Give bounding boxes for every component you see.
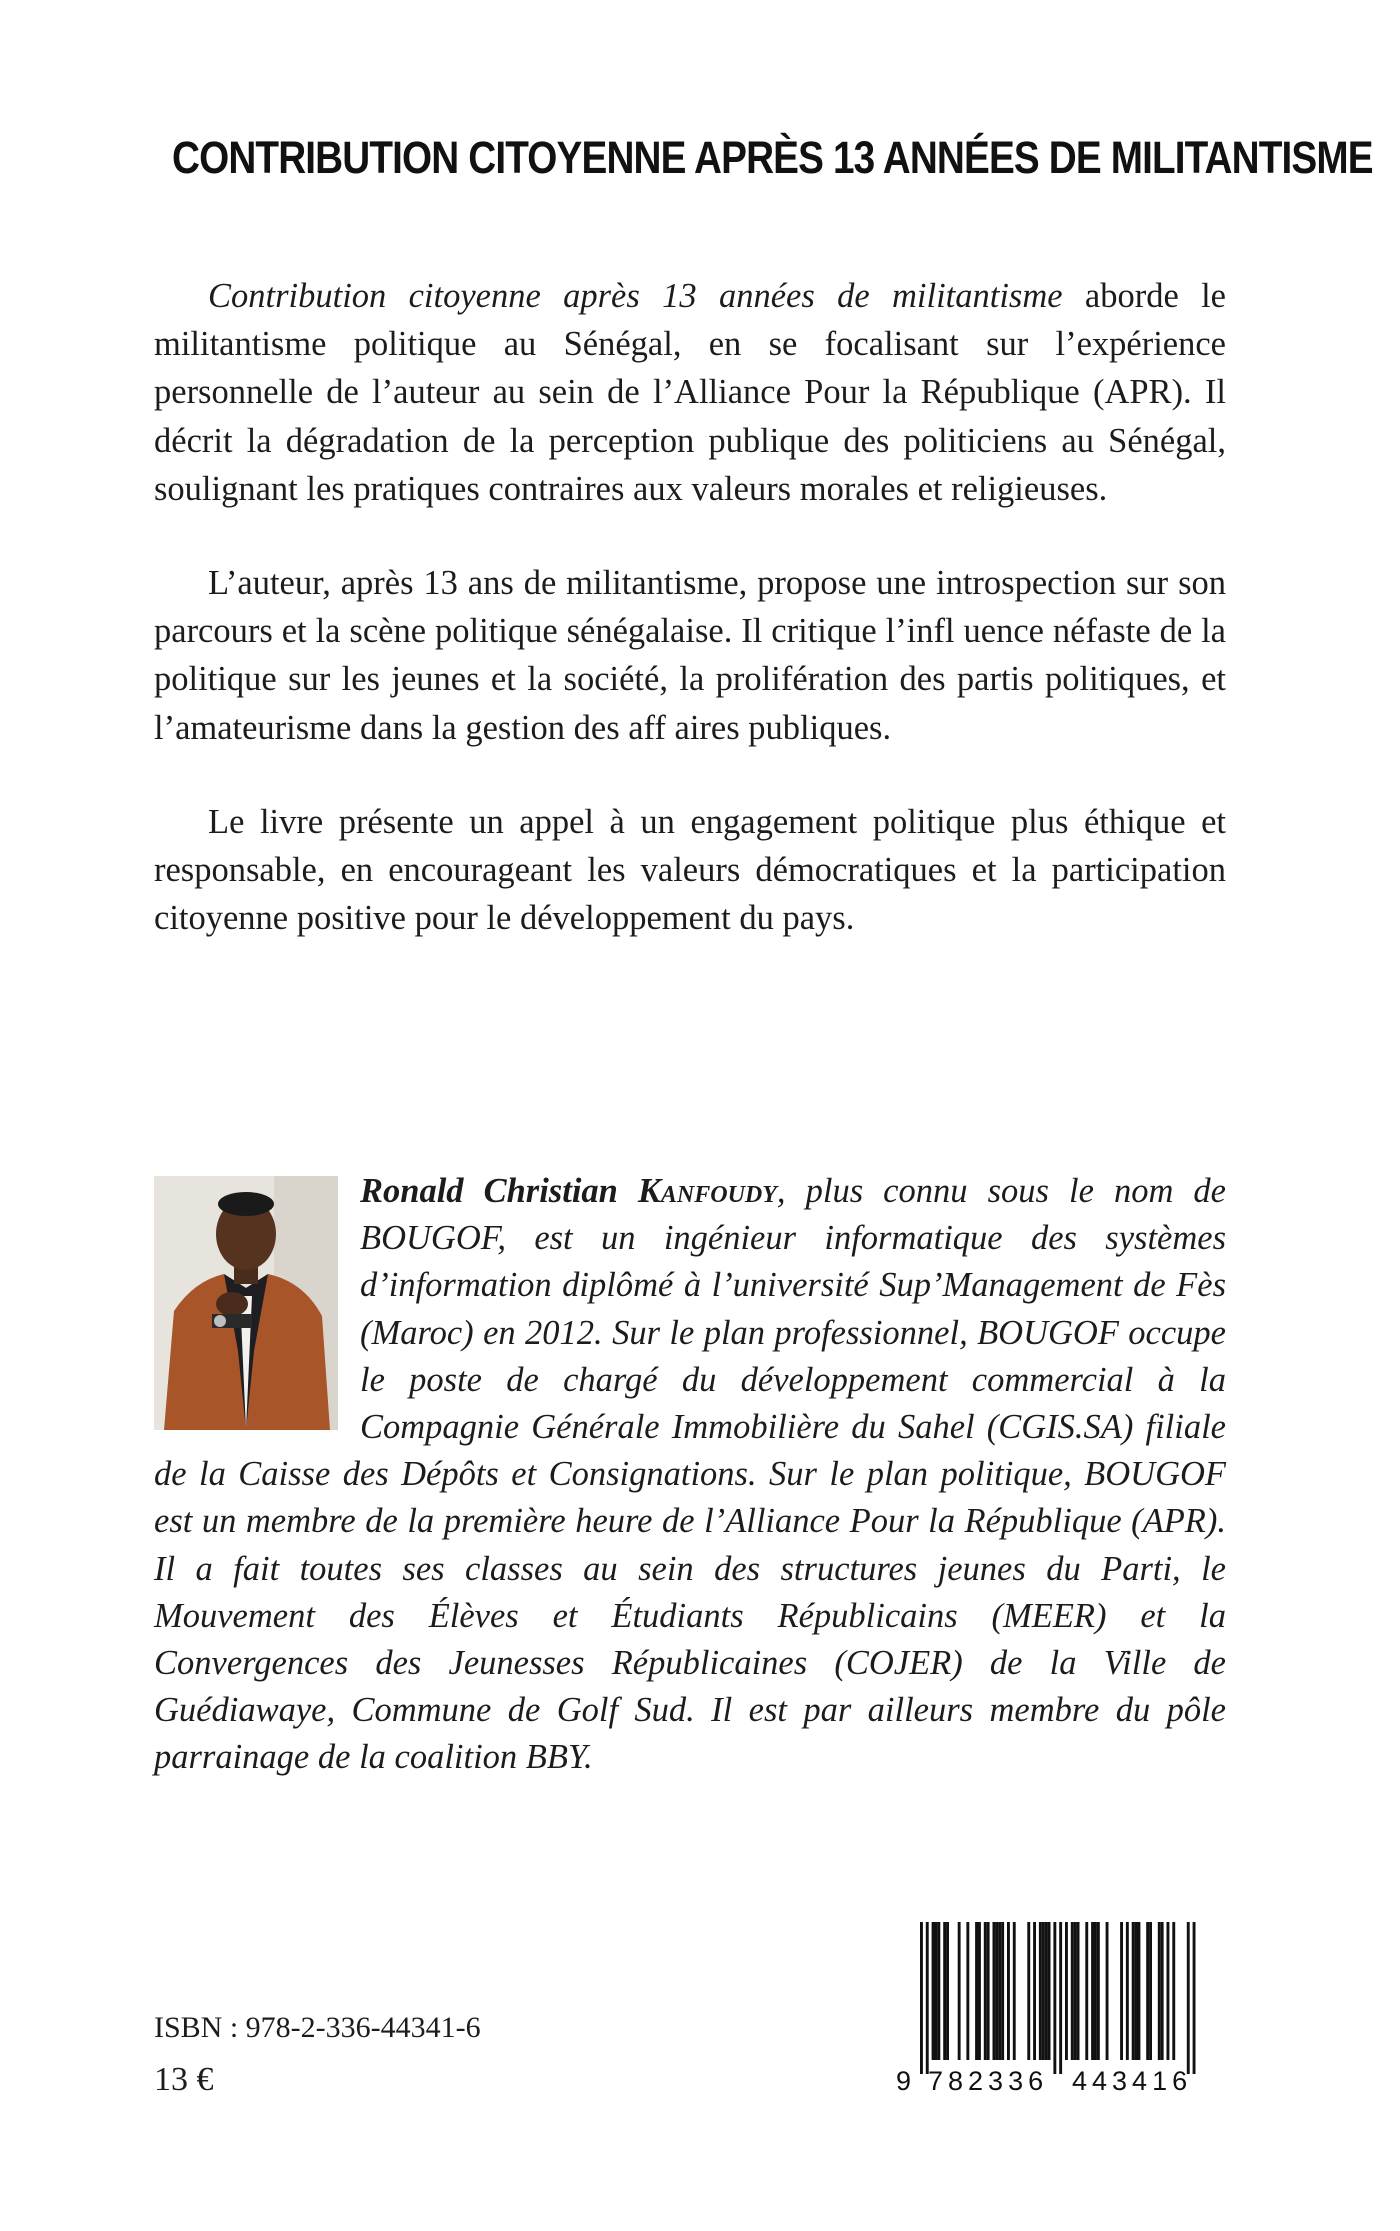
barcode-bar [1033, 1922, 1036, 2060]
barcode-bar [1085, 1922, 1088, 2060]
barcode-bar [1167, 1922, 1170, 2060]
barcode-bars [920, 1922, 1196, 2074]
barcode-bar [1132, 1922, 1135, 2060]
book-title-heading: CONTRIBUTION CITOYENNE APRÈS 13 ANNÉES DE MILITANTISME [172, 132, 1373, 183]
barcode-bar [1042, 1922, 1045, 2060]
photo-wrap-space [154, 1168, 360, 1444]
barcode-bar [1138, 1922, 1141, 2060]
summary-book-title: Contribution citoyenne après 13 années de militantisme [208, 277, 1063, 315]
barcode-bar [1097, 1922, 1100, 2060]
barcode-bar [1158, 1922, 1161, 2060]
barcode-bar [1149, 1922, 1152, 2060]
barcode-bar [984, 1922, 987, 2060]
book-summary [154, 272, 1226, 942]
barcode-bar [1172, 1922, 1175, 2060]
barcode-bar [937, 1922, 940, 2060]
barcode-left-digits: 782336 [928, 2066, 1049, 2096]
barcode-bar [1045, 1922, 1048, 2060]
barcode-bar [926, 1922, 929, 2074]
summary-paragraph-2: L’auteur, après 13 ans de militantisme, propose une introspection sur son parcours et la scène politique sénégalaise. Il critique l’infl uence néfaste de la politique sur les jeunes et la société, la prolifération des partis politiques, et l’amateurisme dans la gestion des aff aires publiques. [154, 564, 1226, 747]
barcode-bar [932, 1922, 935, 2060]
barcode-bar [978, 1922, 981, 2060]
barcode-bar [1001, 1922, 1004, 2060]
barcode-bar [1077, 1922, 1080, 2060]
author-bio-text: , plus connu sous le nom de BOUGOF, est un ingénieur informatique des systèmes d’information diplômé à l’université Sup’Management de Fès (Maroc) en 2012. Sur le plan professionnel, BOUGOF occupe le poste de chargé du développement commercial à la Compagnie Générale Immobilière du Sahel (CGIS.SA) filiale de la Caisse des Dépôts et Consignations. Sur le plan politique, BOUGOF est un membre de la première heure de l’Alliance Pour la République (APR). Il a fait toutes ses classes au sein des structures jeunes du Parti, le Mouvement des Élèves et Étudiants Républicains (MEER) et la Convergences des Jeunesses Républicaines (COJER) de la Ville de Guédiawaye, Commune de Golf Sud. Il est par ailleurs membre du pôle parrainage de la coalition BBY. [154, 1172, 1226, 1777]
isbn-label: ISBN : 978-2-336-44341-6 [154, 2011, 481, 2044]
barcode-bar [1094, 1922, 1097, 2060]
barcode-bar [1039, 1922, 1042, 2060]
barcode-bar [1146, 1922, 1149, 2060]
barcode-bar [946, 1922, 949, 2060]
barcode-bar [943, 1922, 946, 2060]
author-surname: Kanfoudy [637, 1172, 777, 1210]
barcode-first-digit: 9 [896, 2066, 912, 2096]
barcode-bar [1048, 1922, 1051, 2060]
barcode-bar [1126, 1922, 1129, 2060]
summary-paragraph-3: Le livre présente un appel à un engagement politique plus éthique et responsable, en encourageant les valeurs démocratiques et la participation citoyenne positive pour le développement du pays. [154, 802, 1226, 938]
barcode [890, 1918, 1220, 2098]
barcode-bar [995, 1922, 998, 2060]
barcode-bar [935, 1922, 938, 2060]
barcode-bar [1059, 1922, 1062, 2074]
barcode-bar [1106, 1922, 1109, 2060]
barcode-bar [987, 1922, 990, 2060]
barcode-bar [1193, 1922, 1196, 2074]
barcode-bar [1091, 1922, 1094, 2060]
barcode-bar [966, 1922, 969, 2060]
barcode-bar [1161, 1922, 1164, 2060]
summary-paragraph-1-text: aborde le militantisme politique au Sénégal, en se focalisant sur l’expérience personnelle de l’auteur au sein de l’Alliance Pour la République (APR). Il décrit la dégradation de la perception publique des politiciens au Sénégal, soulignant les pratiques contraires aux valeurs morales et religieuses. [154, 277, 1226, 508]
price-label: 13 € [154, 2061, 214, 2098]
author-biography [154, 1168, 1226, 1782]
barcode-bar [958, 1922, 961, 2060]
barcode-bar [1027, 1922, 1030, 2060]
summary-paragraph-1 [154, 272, 1226, 513]
barcode-bar [1074, 1922, 1077, 2060]
barcode-right-digits: 443416 [1072, 2066, 1193, 2096]
barcode-bar [1187, 1922, 1190, 2074]
barcode-bar [975, 1922, 978, 2060]
barcode-bar [1007, 1922, 1010, 2060]
barcode-bar [1071, 1922, 1074, 2060]
barcode-bar [993, 1922, 996, 2060]
barcode-bar [920, 1922, 923, 2074]
barcode-bar [998, 1922, 1001, 2060]
barcode-bar [1065, 1922, 1068, 2060]
author-first-names: Ronald Christian [360, 1172, 638, 1210]
barcode-bar [1053, 1922, 1056, 2074]
barcode-bar [1135, 1922, 1138, 2060]
barcode-bar [1120, 1922, 1123, 2060]
barcode-bar [1013, 1922, 1016, 2060]
